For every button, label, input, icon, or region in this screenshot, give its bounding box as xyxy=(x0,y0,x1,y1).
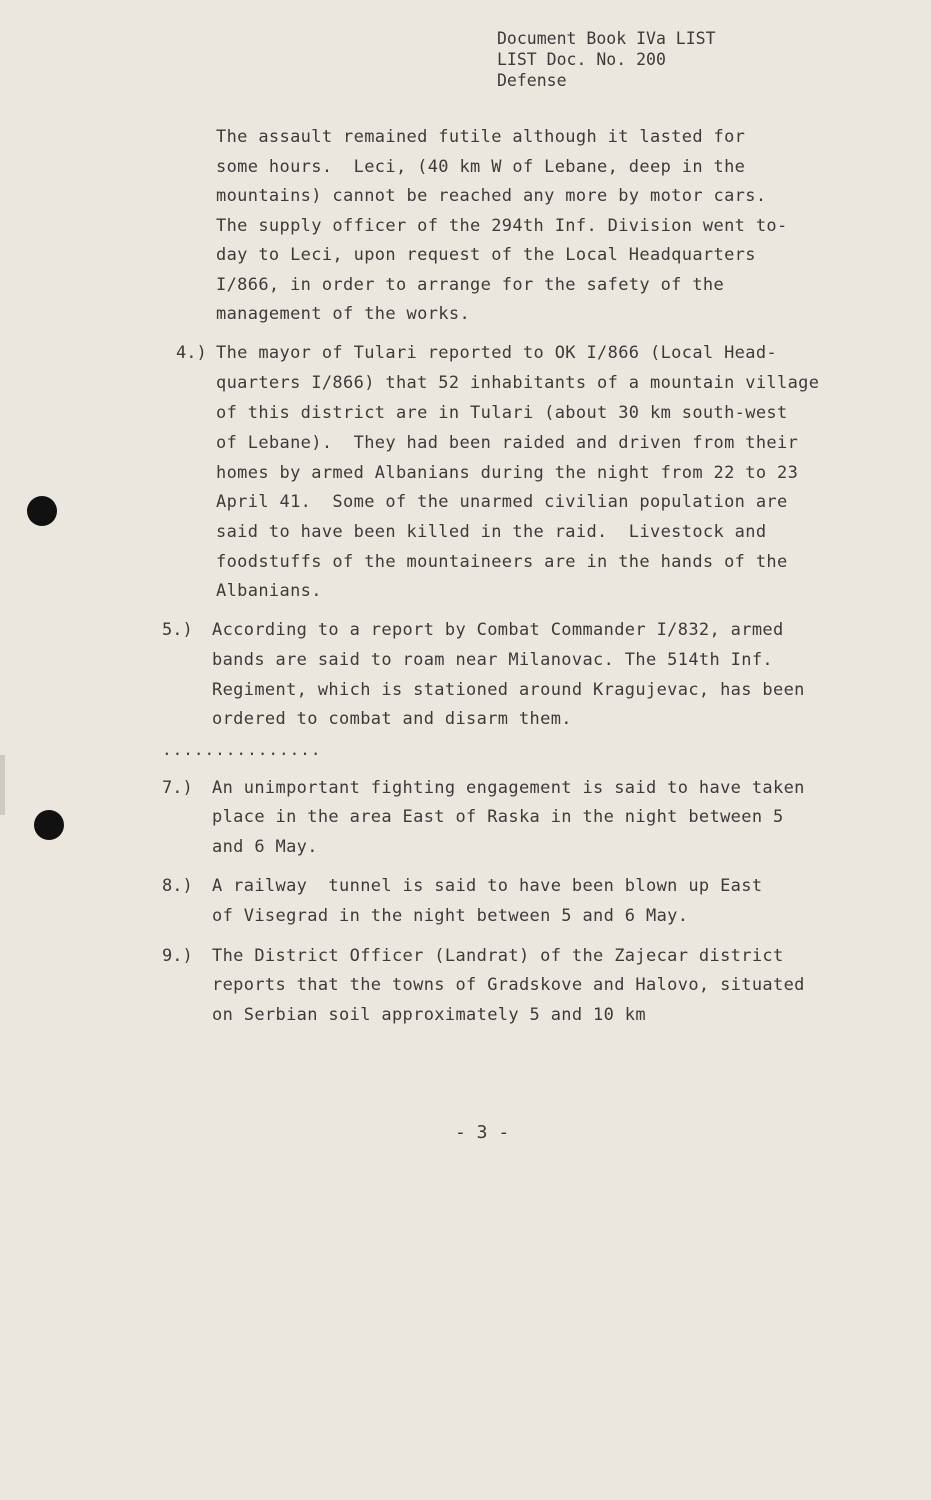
omission-separator: ............... xyxy=(162,740,322,759)
intro-line: management of the works. xyxy=(216,304,471,324)
item-number: 8.) xyxy=(162,876,193,896)
item-line: reports that the towns of Gradskove and Halovo, situated xyxy=(212,975,805,995)
item-line: Albanians. xyxy=(216,581,322,601)
intro-line: The supply officer of the 294th Inf. Division went to- xyxy=(216,216,788,236)
item-line: ordered to combat and disarm them. xyxy=(212,709,572,729)
page-number: - 3 - xyxy=(455,1122,510,1143)
item-line: An unimportant fighting engagement is said to have taken xyxy=(212,778,805,798)
intro-line: some hours. Leci, (40 km W of Lebane, deep in the xyxy=(216,157,746,177)
item-number: 9.) xyxy=(162,946,193,966)
item-line: homes by armed Albanians during the night from 22 to 23 xyxy=(216,463,799,483)
item-line: According to a report by Combat Commander I/832, armed xyxy=(212,620,784,640)
item-line: place in the area East of Raska in the night between 5 xyxy=(212,807,784,827)
intro-line: I/866, in order to arrange for the safety of the xyxy=(216,275,725,295)
item-number: 7.) xyxy=(162,778,193,798)
item-line: of this district are in Tulari (about 30 km south-west xyxy=(216,403,788,423)
item-line: The District Officer (Landrat) of the Zajecar district xyxy=(212,946,784,966)
header-line-3: Defense xyxy=(497,71,567,90)
item-line: on Serbian soil approximately 5 and 10 km xyxy=(212,1005,646,1025)
item-line: Regiment, which is stationed around Kragujevac, has been xyxy=(212,680,805,700)
item-number: 5.) xyxy=(162,620,193,640)
item-line: foodstuffs of the mountaineers are in the hands of the xyxy=(216,552,788,572)
paper-edge-mark xyxy=(0,755,5,815)
item-line: of Lebane). They had been raided and driven from their xyxy=(216,433,799,453)
intro-line: The assault remained futile although it lasted for xyxy=(216,127,746,147)
item-line: The mayor of Tulari reported to OK I/866 (Local Head- xyxy=(216,343,777,363)
punch-hole xyxy=(34,810,64,840)
item-line: quarters I/866) that 52 inhabitants of a mountain village xyxy=(216,373,820,393)
item-line: and 6 May. xyxy=(212,837,318,857)
item-line: of Visegrad in the night between 5 and 6 May. xyxy=(212,906,689,926)
intro-line: day to Leci, upon request of the Local Headquarters xyxy=(216,245,756,265)
item-line: April 41. Some of the unarmed civilian population are xyxy=(216,492,788,512)
header-line-2: LIST Doc. No. 200 xyxy=(497,50,666,69)
item-line: bands are said to roam near Milanovac. The 514th Inf. xyxy=(212,650,773,670)
item-number: 4.) xyxy=(176,343,207,363)
punch-hole xyxy=(27,496,57,526)
document-header xyxy=(497,28,716,91)
item-line: A railway tunnel is said to have been blown up East xyxy=(212,876,763,896)
intro-line: mountains) cannot be reached any more by motor cars. xyxy=(216,186,767,206)
item-line: said to have been killed in the raid. Livestock and xyxy=(216,522,767,542)
header-line-1: Document Book IVa LIST xyxy=(497,29,716,48)
